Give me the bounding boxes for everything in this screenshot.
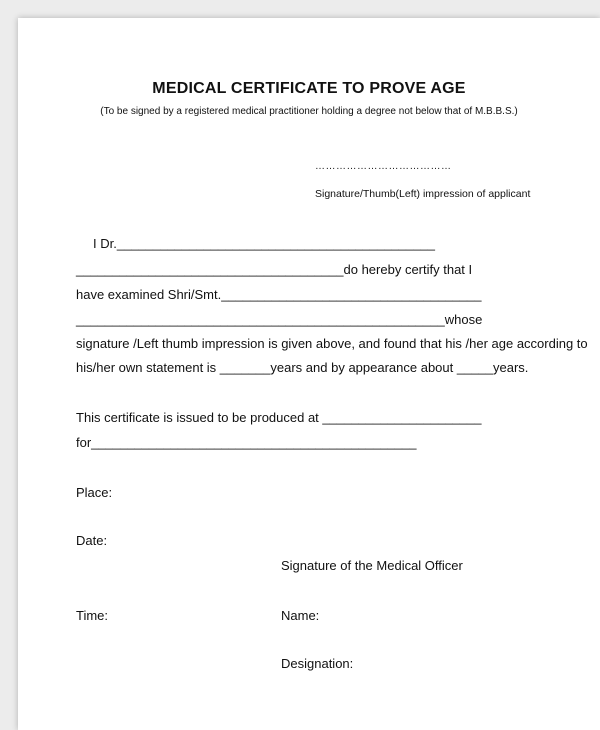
medical-officer-signature-label: Signature of the Medical Officer — [281, 558, 463, 573]
place-label: Place: — [76, 485, 113, 500]
age-statement-line: his/her own statement is _______years and by appearance about _____years. — [76, 360, 529, 375]
time-label: Time: — [76, 608, 109, 623]
examined-person-line: have examined Shri/Smt.____________________________________ — [76, 287, 482, 302]
purpose-line: for_____________________________________________ — [76, 435, 417, 450]
document-page — [18, 18, 600, 730]
date-label: Date: — [76, 533, 108, 548]
certificate-title: MEDICAL CERTIFICATE TO PROVE AGE — [152, 80, 466, 97]
officer-designation-label: Designation: — [281, 656, 354, 671]
applicant-signature-line: ………………………………… — [315, 161, 452, 172]
signature-statement-line: signature /Left thumb impression is given above, and found that his /her age according to — [76, 336, 588, 351]
applicant-signature-label: Signature/Thumb(Left) impression of applicant — [315, 188, 531, 200]
certify-line: _____________________________________do hereby certify that I — [76, 262, 473, 277]
whose-line: ___________________________________________________whose — [76, 312, 483, 327]
certificate-subtitle: (To be signed by a registered medical practitioner holding a degree not below that of M.B.B.S.) — [100, 106, 518, 117]
doctor-name-line: I Dr.____________________________________________ — [93, 236, 435, 251]
issued-at-line: This certificate is issued to be produced at ______________________ — [76, 410, 482, 425]
officer-name-label: Name: — [281, 608, 320, 623]
